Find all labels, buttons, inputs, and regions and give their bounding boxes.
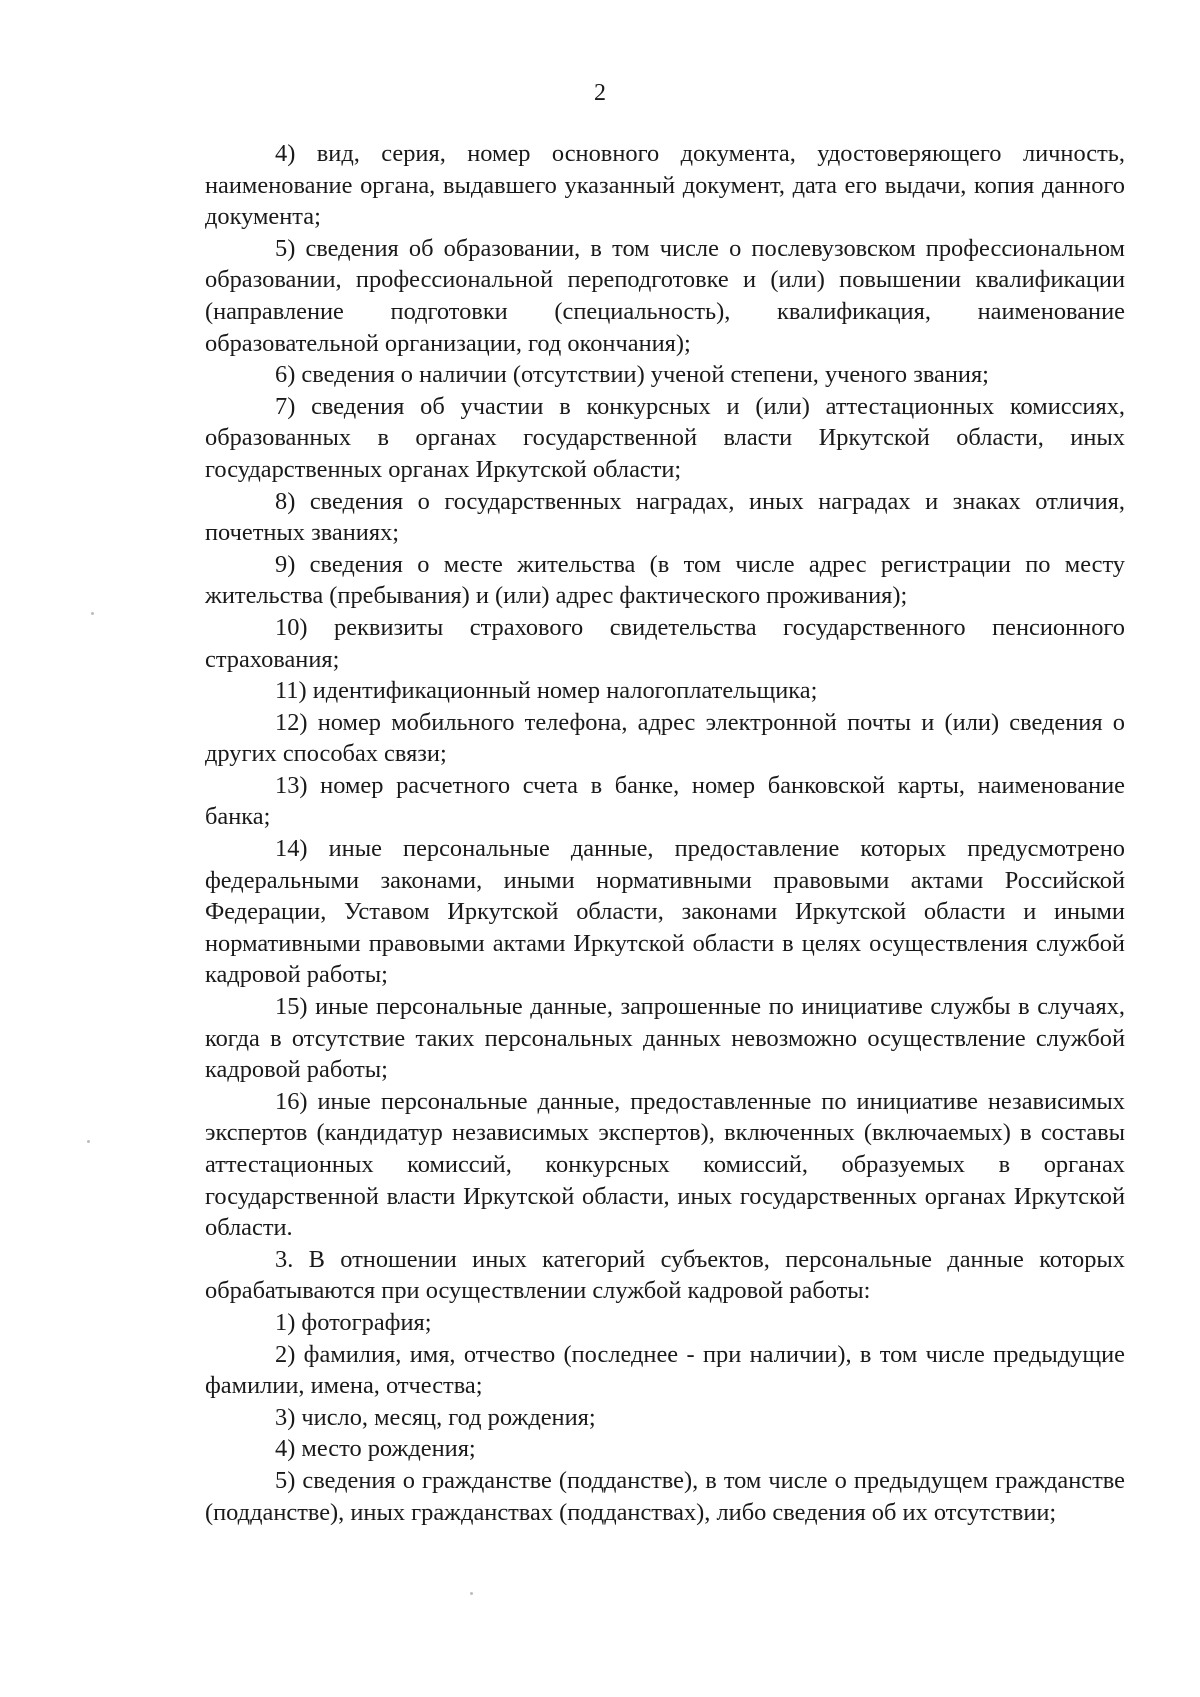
list-item-6: 6) сведения о наличии (отсутствии) ученой степени, ученого звания;: [275, 361, 989, 389]
list-item-12: 12) номер мобильного телефона, адрес электронной почты и (или) сведения о других способах связи;: [205, 708, 1125, 768]
scan-speck: [87, 1140, 90, 1143]
list-item-5: 5) сведения об образовании, в том числе о послевузовском профессиональном образовании, профессиональной переподготовке и (или) повышении квалификации (направление подготовки (специальность), квалификация, наименование образовательной организации, год окончания);: [205, 234, 1125, 357]
list-item-16: 16) иные персональные данные, предоставленные по инициативе независимых экспертов (кандидатур независимых экспертов), включенных (включаемых) в составы аттестационных комиссий, конкурсных комиссий, образуемых в органах государственной власти Иркутской области, иных государственных органах Иркутской области.: [205, 1087, 1125, 1242]
list-item-13: 13) номер расчетного счета в банке, номер банковской карты, наименование банка;: [205, 771, 1125, 831]
list-item-15: 15) иные персональные данные, запрошенные по инициативе службы в случаях, когда в отсутствие таких персональных данных невозможно осуществление службой кадровой работы;: [205, 993, 1125, 1084]
list-item-11: 11) идентификационный номер налогоплательщика;: [275, 677, 818, 705]
section-3-item-2: 2) фамилия, имя, отчество (последнее - при наличии), в том числе предыдущие фамилии, имена, отчества;: [205, 1340, 1125, 1400]
list-item-10: 10) реквизиты страхового свидетельства государственного пенсионного страхования;: [205, 613, 1125, 673]
scan-speck: [91, 612, 94, 615]
scan-speck: [470, 1592, 473, 1595]
list-item-14: 14) иные персональные данные, предоставление которых предусмотрено федеральными законами, иными нормативными правовыми актами Российской Федерации, Уставом Иркутской области, законами Иркутской области и иными нормативными правовыми актами Иркутской области в целях осуществления службой кадровой работы;: [205, 835, 1125, 989]
list-item-8: 8) сведения о государственных наградах, иных наградах и знаках отличия, почетных званиях;: [205, 487, 1125, 547]
section-3-item-5: 5) сведения о гражданстве (подданстве), в том числе о предыдущем гражданстве (подданстве), иных гражданствах (подданствах), либо сведения об их отсутствии;: [205, 1466, 1125, 1526]
section-3-heading: 3. В отношении иных категорий субъектов, персональные данные которых обрабатываются при осуществлении службой кадровой работы:: [205, 1245, 1125, 1305]
document-body: [205, 138, 1125, 1528]
section-3-item-4: 4) место рождения;: [275, 1435, 476, 1463]
section-3-item-3: 3) число, месяц, год рождения;: [275, 1403, 596, 1431]
section-3-item-1: 1) фотография;: [275, 1308, 432, 1336]
list-item-7: 7) сведения об участии в конкурсных и (или) аттестационных комиссиях, образованных в органах государственной власти Иркутской области, иных государственных органах Иркутской области;: [205, 392, 1125, 483]
list-item-9: 9) сведения о месте жительства (в том числе адрес регистрации по месту жительства (пребывания) и (или) адрес фактического проживания);: [205, 550, 1125, 610]
page-number: 2: [594, 80, 606, 106]
list-item-4: 4) вид, серия, номер основного документа, удостоверяющего личность, наименование органа, выдавшего указанный документ, дата его выдачи, копия данного документа;: [205, 140, 1125, 231]
